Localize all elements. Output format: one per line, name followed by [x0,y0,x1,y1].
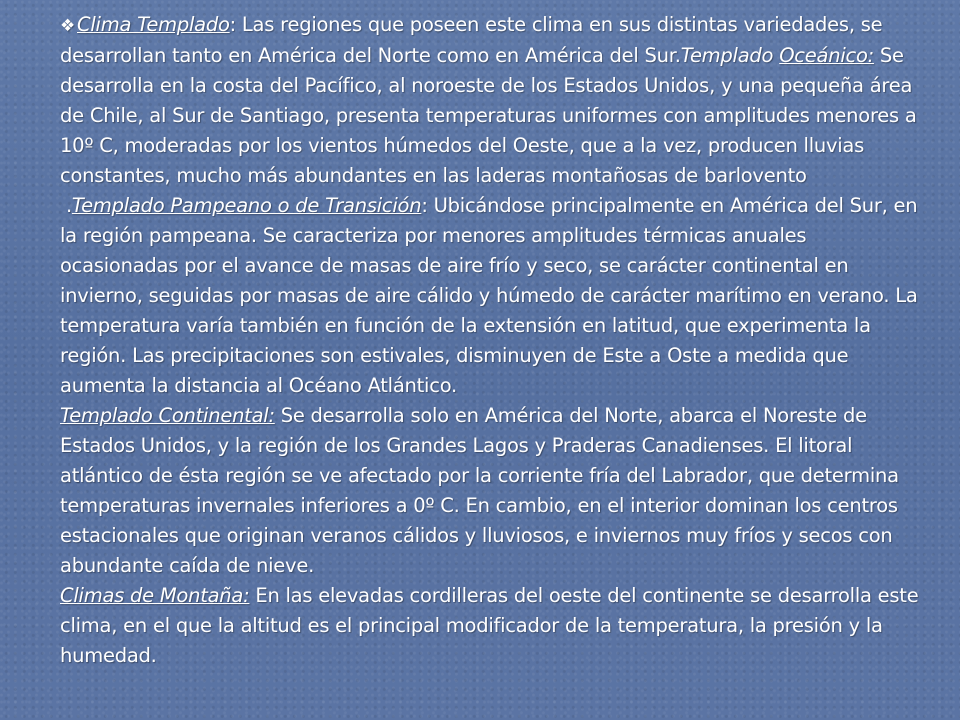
paragraph-clima-templado [60,10,930,191]
pampeano-prefix: . [60,194,72,217]
heading-templado-pampeano: Templado Pampeano o de Transición [71,194,422,217]
text-clima-templado: Las regiones que poseen este clima en sus distintas variedades, se desarrollan tanto en América del Norte como en América del Sur. [60,13,883,67]
paragraph-templado-pampeano [60,191,930,401]
heading-climas-montana: Climas de Montaña: [60,584,250,607]
heading-oceanico: Oceánico: [779,44,874,67]
diamond-bullet-icon: ❖ [60,16,75,36]
paragraph-climas-montana [60,581,930,671]
slide-content [60,10,930,710]
heading-templado-continental: Templado Continental: [60,404,275,427]
text-templado-pampeano: Ubicándose principalmente en América del Sur, en la región pampeana. Se caracteriza por menores amplitudes térmicas anuales ocasionadas por el avance de masas de aire frío y seco, se carácter continental en invierno, seguidas por masas de aire cálido y húmedo de carácter marítimo en verano. La temperatura varía también en función de la extensión en latitud, que experimenta la región. Las precipitaciones son estivales, disminuyen de Este a Oste a medida que aumenta la distancia al Océano Atlántico. [60,194,918,397]
heading-clima-templado-suffix: : [229,13,236,36]
sub-prefix-templado: Templado [680,44,780,67]
text-templado-continental: Se desarrolla solo en América del Norte, abarca el Noreste de Estados Unidos, y la región de los Grandes Lagos y Praderas Canadienses. El litoral atlántico de ésta región se ve afectado por la corriente fría del Labrador, que determina temperaturas invernales inferiores a 0º C. En cambio, en el interior dominan los centros estacionales que originan veranos cálidos y lluviosos, e inviernos muy fríos y secos con abundante caída de nieve. [60,404,899,577]
text-climas-montana: En las elevadas cordilleras del oeste del continente se desarrolla este clima, en el que la altitud es el principal modificador de la temperatura, la presión y la humedad. [60,584,919,667]
heading-templado-pampeano-suffix: : [421,194,428,217]
text-oceanico: Se desarrolla en la costa del Pacífico, al noroeste de los Estados Unidos, y una pequeña área de Chile, al Sur de Santiago, presenta temperaturas uniformes con amplitudes menores a 10º C, moderadas por los vientos húmedos del Oeste, que a la vez, producen lluvias constantes, mucho más abundantes en las laderas montañosas de barlovento [60,44,917,187]
heading-clima-templado: Clima Templado [77,13,230,36]
paragraph-templado-continental [60,401,930,581]
